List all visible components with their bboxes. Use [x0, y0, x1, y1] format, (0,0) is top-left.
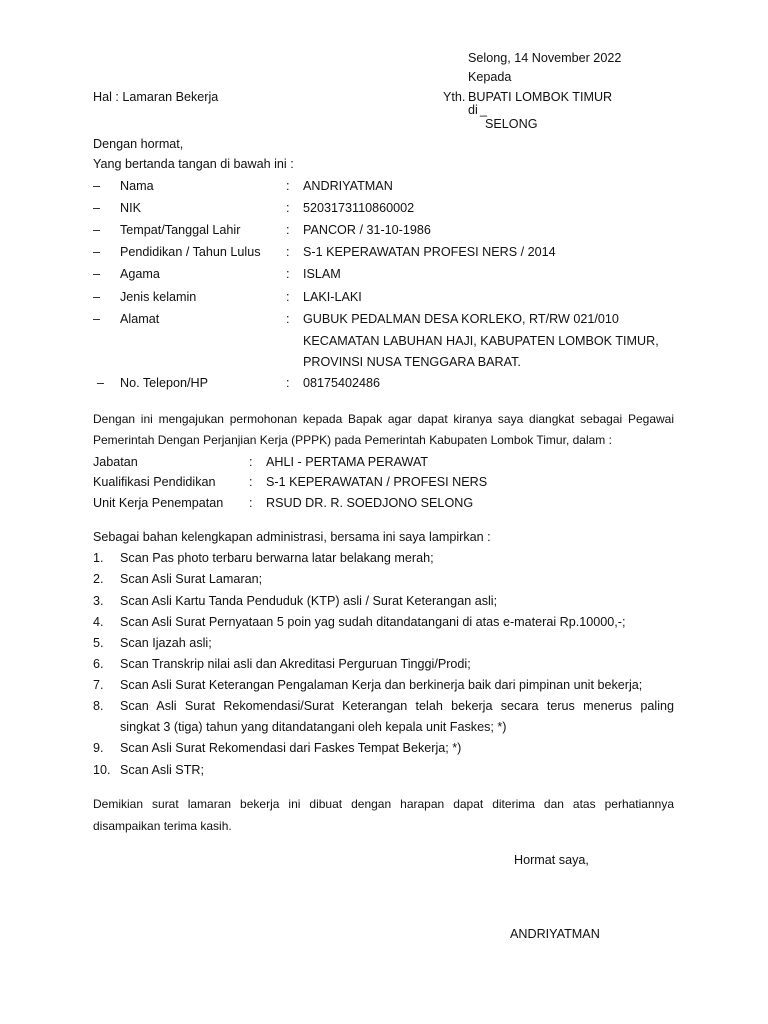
- paragraph-line: Pemerintah Dengan Perjanjian Kerja (PPPK) pada Pemerintah Kabupaten Lombok Timur, dalam :: [93, 433, 612, 447]
- field-colon: :: [286, 223, 290, 237]
- item-text: Scan Ijazah asli;: [120, 636, 212, 650]
- item-text: Scan Asli Surat Rekomendasi dari Faskes Tempat Bekerja; *): [120, 741, 462, 755]
- personal-row: [0, 223, 768, 241]
- list-bullet: –: [93, 201, 101, 215]
- address-continuation: [0, 355, 768, 373]
- field-colon: :: [286, 267, 290, 281]
- list-item: [0, 551, 768, 569]
- field-label: NIK: [120, 201, 141, 215]
- position-colon: :: [249, 496, 253, 510]
- regards-line: Hormat saya,: [514, 853, 589, 867]
- field-label: No. Telepon/HP: [120, 376, 208, 390]
- address-continuation: [0, 334, 768, 352]
- paragraph-line: Demikian surat lamaran bekerja ini dibuat dengan harapan dapat diterima dan atas perhatiannya: [93, 797, 674, 811]
- personal-row: [0, 312, 768, 330]
- item-number: 2.: [93, 572, 104, 586]
- paragraph-line: Dengan ini mengajukan permohonan kepada Bapak agar dapat kiranya saya diangkat sebagai Pegawai: [93, 412, 674, 426]
- position-colon: :: [249, 455, 253, 469]
- list-bullet: –: [93, 223, 101, 237]
- field-label: Tempat/Tanggal Lahir: [120, 223, 241, 237]
- item-number: 4.: [93, 615, 104, 629]
- field-value: ISLAM: [303, 267, 341, 281]
- position-value: S-1 KEPERAWATAN / PROFESI NERS: [266, 475, 488, 489]
- list-bullet: –: [93, 312, 101, 326]
- list-item: [0, 615, 768, 633]
- position-label: Kualifikasi Pendidikan: [93, 475, 216, 489]
- position-row: [0, 475, 768, 493]
- position-value: RSUD DR. R. SOEDJONO SELONG: [266, 496, 474, 510]
- kepada-label: Kepada: [468, 70, 512, 84]
- position-value: AHLI - PERTAMA PERAWAT: [266, 455, 429, 469]
- list-bullet: –: [93, 290, 101, 304]
- item-number: 7.: [93, 678, 104, 692]
- item-text: Scan Pas photo terbaru berwarna latar belakang merah;: [120, 551, 434, 565]
- list-bullet: –: [93, 245, 101, 259]
- item-number: 9.: [93, 741, 104, 755]
- field-value-line-3: PROVINSI NUSA TENGGARA BARAT.: [303, 355, 521, 369]
- field-value: 08175402486: [303, 376, 381, 390]
- position-row: [0, 496, 768, 514]
- field-label: Agama: [120, 267, 160, 281]
- paragraph-line: disampaikan terima kasih.: [93, 819, 232, 833]
- di-underline: _: [480, 103, 488, 117]
- item-number: 3.: [93, 594, 104, 608]
- list-bullet: –: [93, 179, 101, 193]
- field-value: GUBUK PEDALMAN DESA KORLEKO, RT/RW 021/010: [303, 312, 619, 326]
- item-text: Scan Asli Surat Rekomendasi/Surat Keterangan telah bekerja secara terus menerus paling: [120, 699, 674, 713]
- field-label: Jenis kelamin: [120, 290, 197, 304]
- list-item: [0, 699, 768, 717]
- list-bullet: –: [93, 267, 101, 281]
- list-item: [0, 763, 768, 781]
- personal-row: [0, 179, 768, 197]
- position-row: [0, 455, 768, 473]
- item-text: Scan Asli Surat Lamaran;: [120, 572, 263, 586]
- personal-row: [0, 201, 768, 219]
- item-text-line-2: singkat 3 (tiga) tahun yang ditandatangani oleh kepala unit Faskes; *): [120, 720, 507, 734]
- greeting: Dengan hormat,: [93, 137, 184, 151]
- item-number: 6.: [93, 657, 104, 671]
- list-item: [0, 657, 768, 675]
- field-colon: :: [286, 245, 290, 259]
- di-label: di: [468, 103, 478, 117]
- list-item: [0, 594, 768, 612]
- personal-row: [0, 376, 768, 394]
- personal-row: [0, 290, 768, 308]
- item-number: 8.: [93, 699, 104, 713]
- list-item: [0, 741, 768, 759]
- place-date: Selong, 14 November 2022: [468, 51, 622, 65]
- field-label: Nama: [120, 179, 154, 193]
- signature-name: ANDRIYATMAN: [510, 927, 600, 941]
- intro-line: Yang bertanda tangan di bawah ini :: [93, 157, 294, 171]
- field-colon: :: [286, 376, 290, 390]
- subject-line: Hal : Lamaran Bekerja: [93, 90, 219, 104]
- list-bullet: –: [97, 376, 105, 390]
- field-colon: :: [286, 312, 290, 326]
- item-text: Scan Transkrip nilai asli dan Akreditasi Perguruan Tinggi/Prodi;: [120, 657, 471, 671]
- personal-row: [0, 245, 768, 263]
- field-value: LAKI-LAKI: [303, 290, 362, 304]
- attachments-intro: Sebagai bahan kelengkapan administrasi, bersama ini saya lampirkan :: [93, 530, 491, 544]
- recipient-name: BUPATI LOMBOK TIMUR: [468, 90, 613, 104]
- item-number: 10.: [93, 763, 111, 777]
- field-value: PANCOR / 31-10-1986: [303, 223, 431, 237]
- yth-label: Yth.: [443, 90, 466, 104]
- item-text: Scan Asli Kartu Tanda Penduduk (KTP) asli / Surat Keterangan asli;: [120, 594, 498, 608]
- item-number: 1.: [93, 551, 104, 565]
- field-value: ANDRIYATMAN: [303, 179, 393, 193]
- field-value: S-1 KEPERAWATAN PROFESI NERS / 2014: [303, 245, 556, 259]
- field-label: Pendidikan / Tahun Lulus: [120, 245, 261, 259]
- field-value: 5203173110860002: [303, 201, 415, 215]
- recipient-city: SELONG: [485, 117, 538, 131]
- item-text: Scan Asli STR;: [120, 763, 204, 777]
- list-item: [0, 636, 768, 654]
- list-item-continuation: [0, 720, 768, 738]
- personal-row: [0, 267, 768, 285]
- position-colon: :: [249, 475, 253, 489]
- item-text: Scan Asli Surat Pernyataan 5 poin yag sudah ditandatangani di atas e-materai Rp.10000,-;: [120, 615, 626, 629]
- field-label: Alamat: [120, 312, 160, 326]
- list-item: [0, 572, 768, 590]
- field-colon: :: [286, 290, 290, 304]
- position-label: Unit Kerja Penempatan: [93, 496, 224, 510]
- field-value-line-2: KECAMATAN LABUHAN HAJI, KABUPATEN LOMBOK TIMUR,: [303, 334, 659, 348]
- item-number: 5.: [93, 636, 104, 650]
- position-label: Jabatan: [93, 455, 138, 469]
- item-text: Scan Asli Surat Keterangan Pengalaman Kerja dan berkinerja baik dari pimpinan unit bekerja;: [120, 678, 643, 692]
- field-colon: :: [286, 201, 290, 215]
- field-colon: :: [286, 179, 290, 193]
- list-item: [0, 678, 768, 696]
